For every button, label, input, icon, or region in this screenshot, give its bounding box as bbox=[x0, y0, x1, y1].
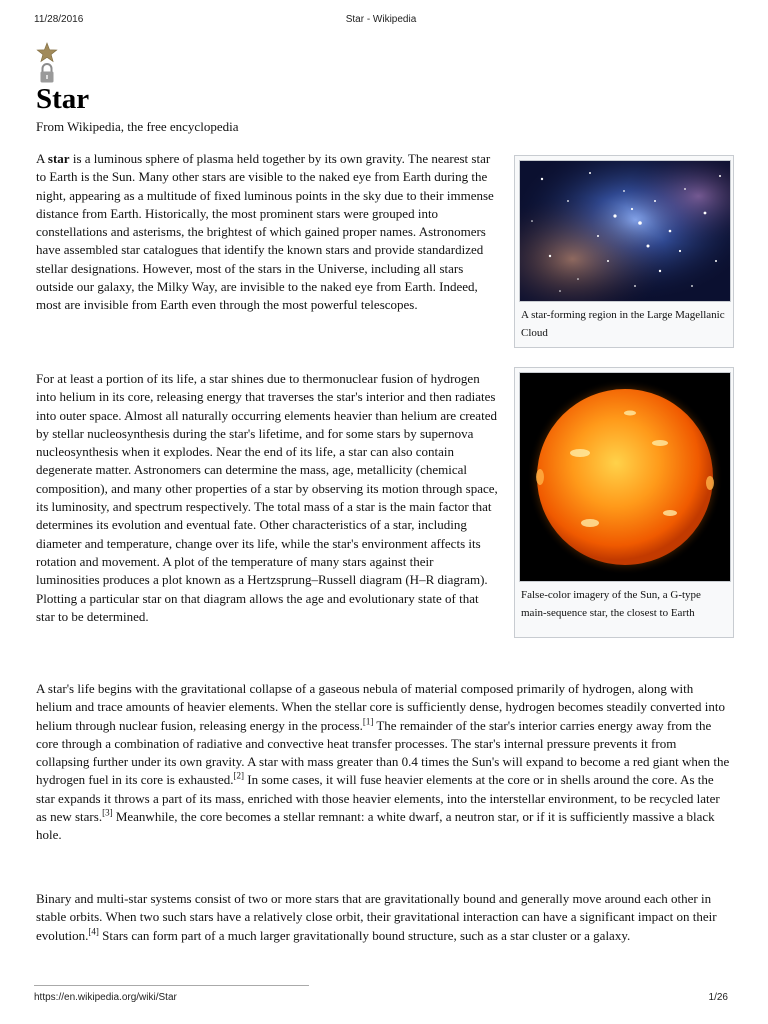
article-badge bbox=[36, 42, 58, 86]
p3-text-1: A star's life begins with the gravitational collapse of a gaseous nebula of material composed primarily of hydrogen, along with helium and trace amounts of heavier elements. When the stellar core is sufficiently dense, hydrogen becomes steadily converted into helium through nuclear fusion, releasing energy in the process. bbox=[36, 681, 726, 733]
p4-text-1: Binary and multi-star systems consist of two or more stars that are gravitationally bound and generally move around each other in stable orbits. When two such stars have a relatively close orbit, their gravitational interaction can have a significant impact on their evolution. bbox=[36, 891, 717, 943]
print-title: Star - Wikipedia bbox=[345, 14, 417, 25]
intro-paragraph-2: For at least a portion of its life, a star shines due to thermonuclear fusion of hydrogen into helium in its core, releasing energy that traverses the star's interior and then radiates into outer space. Almost all naturally occurring elements heavier than helium are created by stellar nucleosynthesis during the star's lifetime, and for some stars by supernova nucleosynthesis when it explodes. Near the end of its life, a star can also contain degenerate matter. Astronomers can determine the mass, age, metallicity (chemical composition), and many other properties of a star by observing its motion through space, its luminosity, and spectrum respectively. The total mass of a star is the main factor that determines its evolution and eventual fate. Other characteristics of a star, including diameter and temperature, change over its life, while the star's environment affects its rotation and movement. A plot of the temperature of many stars against their luminosities produces a plot known as a Hertzsprung–Russell diagram (H–R diagram). Plotting a particular star on that diagram allows the age and evolutionary state of that star to be determined. bbox=[36, 371, 498, 624]
p3-text-2: The remainder of the star's interior carries energy away from the core through a combination of radiative and convective heat transfer processes. The star's internal pressure prevents it from collapsing further under its own gravity. A star with mass greater than 0.4 times the Sun's will expand to become a red giant when the hydrogen fuel in its core is exhausted. bbox=[36, 717, 730, 788]
figure-star-forming-region bbox=[514, 155, 734, 348]
p4-text-2: Stars can form part of a much larger gravitationally bound structure, such as a star cluster or a galaxy. bbox=[98, 927, 631, 943]
p3-text-4: Meanwhile, the core becomes a stellar remnant: a white dwarf, a neutron star, or if it is sufficiently massive a black hole. bbox=[36, 809, 715, 843]
print-footer bbox=[34, 992, 728, 1006]
p1-post: is a luminous sphere of plasma held together by its own gravity. The nearest star to Earth is the Sun. Many other stars are visible to the naked eye from Earth during the night, appearing as a multitude of fixed luminous points in the sky due to their immense distance from Earth. Historically, the most prominent stars were grouped into constellations and asterisms, the brightest of which gained proper names. Astronomers have assembled star catalogues that identify the known stars and provide standardized stellar designations. However, most of the stars in the Universe, including all stars outside our galaxy, the Milky Way, are invisible to the naked eye from Earth. Indeed, most are invisible from Earth even through the most powerful telescopes. bbox=[36, 151, 494, 313]
star-icon bbox=[37, 43, 57, 62]
figure-sun bbox=[514, 367, 734, 638]
site-sub-tagline: From Wikipedia, the free encyclopedia bbox=[36, 119, 239, 134]
body-paragraph-3 bbox=[36, 680, 732, 845]
figure-caption: False-color imagery of the Sun, a G-type main-sequence star, the closest to Earth bbox=[521, 589, 701, 619]
intro-paragraph-1 bbox=[36, 150, 498, 315]
p1-pre: A bbox=[36, 151, 48, 166]
footnote-divider bbox=[34, 985, 309, 986]
print-url: https://en.wikipedia.org/wiki/Star bbox=[34, 992, 177, 1003]
citation-1[interactable]: [1] bbox=[362, 716, 374, 727]
p3-text-3: In some cases, it will fuse heavier elements at the core or in shells around the core. As the star expands it throws a part of its mass, enriched with those heavier elements, into the interstellar environment, to be recycled later as new stars. bbox=[36, 772, 720, 825]
figure-caption: A star-forming region in the Large Magellanic Cloud bbox=[521, 309, 725, 339]
page-number: 1/26 bbox=[708, 992, 728, 1003]
star-forming-region-image[interactable] bbox=[519, 160, 731, 302]
citation-2[interactable]: [2] bbox=[233, 771, 244, 782]
p1-bold-term: star bbox=[47, 151, 70, 166]
print-date: 11/28/2016 bbox=[34, 14, 84, 25]
print-header bbox=[34, 14, 728, 28]
body-paragraph-4 bbox=[36, 890, 732, 945]
lock-icon bbox=[41, 64, 54, 83]
citation-4[interactable]: [4] bbox=[88, 926, 99, 937]
sun-image[interactable] bbox=[519, 372, 731, 582]
citation-3[interactable]: [3] bbox=[102, 807, 113, 818]
page-title: Star bbox=[36, 83, 90, 115]
